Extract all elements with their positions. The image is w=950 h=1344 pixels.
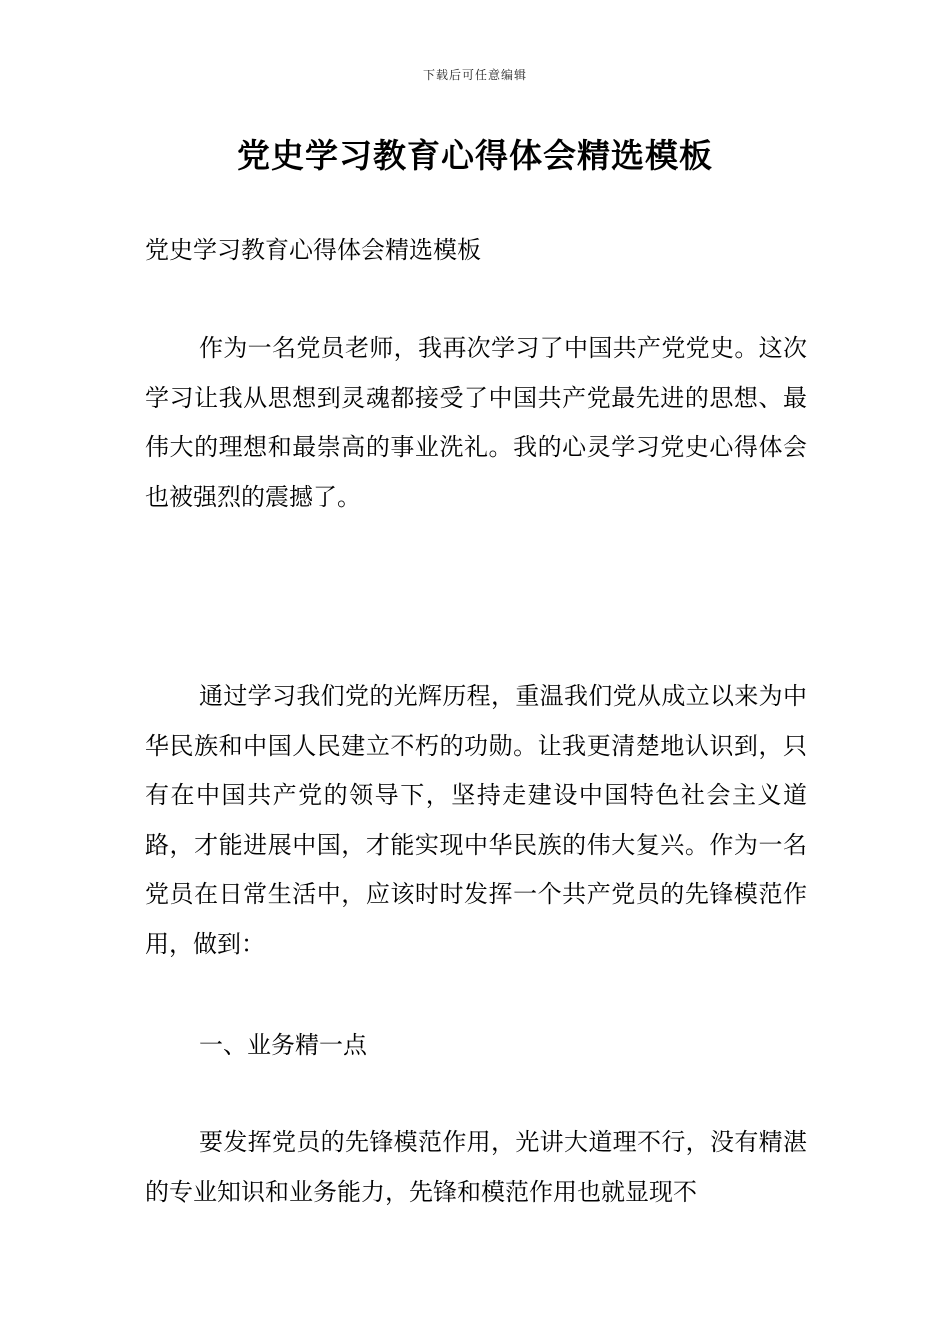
paragraph-history: 通过学习我们党的光辉历程，重温我们党从成立以来为中华民族和中国人民建立不朽的功勋。让我更清楚地认识到，只有在中国共产党的领导下，坚持走建设中国特色社会主义道路，才能进展中国，才能实现中华民族的伟大复兴。作为一名党员在日常生活中，应该时时发挥一个共产党员的先锋模范作用，做到： xyxy=(145,682,807,958)
document-subtitle: 党史学习教育心得体会精选模板 xyxy=(145,236,481,264)
document-title: 党史学习教育心得体会精选模板 xyxy=(237,136,713,175)
section-heading: 一、业务精一点 xyxy=(199,1031,367,1059)
header-note: 下载后可任意编辑 xyxy=(422,68,527,82)
paragraph-intro: 作为一名党员老师，我再次学习了中国共产党党史。这次学习让我从思想到灵魂都接受了中国共产党最先进的思想、最伟大的理想和最崇高的事业洗礼。我的心灵学习党史心得体会也被强烈的震撼了。 xyxy=(145,334,807,511)
paragraph-section-body: 要发挥党员的先锋模范作用，光讲大道理不行，没有精湛的专业知识和业务能力，先锋和模范作用也就显现不 xyxy=(145,1128,807,1206)
